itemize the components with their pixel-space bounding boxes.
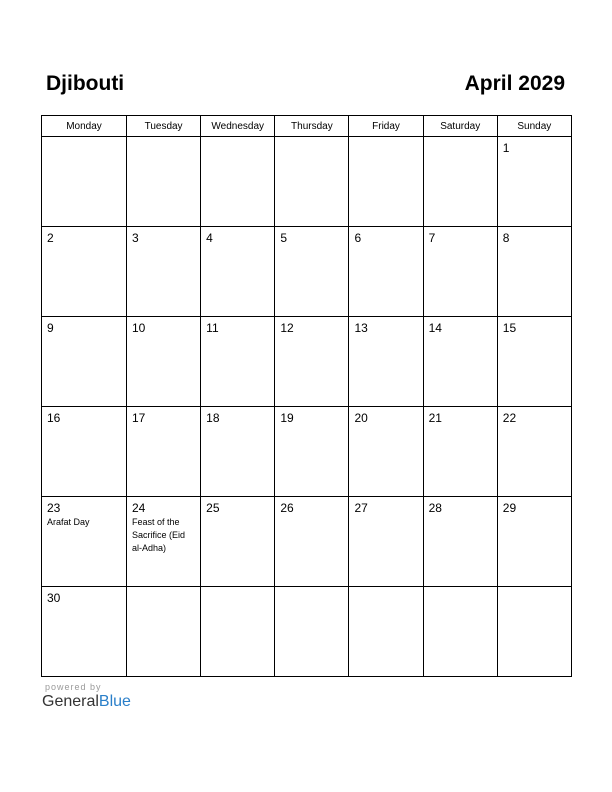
calendar-day-cell [127,137,201,227]
calendar-day-cell [423,317,497,407]
day-number: 27 [354,501,368,515]
weekday-sunday: Sunday [497,116,571,137]
day-number: 5 [280,231,287,245]
day-number: 28 [428,501,442,515]
day-number: 29 [502,501,517,515]
holiday-label: Arafat Day [47,517,90,527]
brand-blue: Blue [98,693,131,710]
day-number: 15 [502,321,517,335]
calendar-week-row [42,317,572,407]
calendar-day-cell [497,587,571,677]
calendar-day-cell [127,587,201,677]
day-number: 3 [132,231,139,245]
calendar-day-cell [201,317,275,407]
calendar-day-cell [423,407,497,497]
month-year-title: April 2029 [464,72,565,95]
calendar-day-cell [127,317,201,407]
calendar-day-cell [42,137,127,227]
day-number: 6 [354,231,362,245]
calendar-day-cell [201,407,275,497]
calendar-day-cell [497,317,571,407]
calendar-day-cell [201,497,275,587]
calendar-day-cell [275,497,349,587]
calendar-day-cell [497,407,571,497]
calendar-day-cell [201,227,275,317]
country-title: Djibouti [46,72,125,95]
day-number: 23 [47,501,61,515]
day-number: 8 [502,231,510,245]
calendar-day-cell [423,497,497,587]
weekday-header-row [42,116,572,137]
calendar-day-cell [127,497,201,587]
day-number: 9 [47,321,54,335]
calendar-day-cell [349,227,423,317]
calendar-day-cell [423,587,497,677]
day-number: 25 [206,501,220,515]
weekday-thursday: Thursday [275,116,349,137]
day-number: 11 [206,321,219,335]
calendar-day-cell [275,407,349,497]
calendar-day-cell [275,227,349,317]
day-number: 19 [280,411,294,425]
calendar-week-row [42,227,572,317]
generalblue-logo [42,693,131,711]
day-number: 4 [206,231,213,245]
calendar-day-cell [497,137,571,227]
day-number: 2 [47,231,54,245]
calendar-day-cell [349,317,423,407]
weekday-tuesday: Tuesday [127,116,201,137]
calendar-day-cell [127,227,201,317]
calendar-day-cell [275,137,349,227]
powered-by-text: powered by [45,682,102,692]
weekday-wednesday: Wednesday [201,116,275,137]
day-number: 30 [47,591,61,605]
calendar-week-row [42,497,572,587]
day-number: 18 [206,411,220,425]
weekday-friday: Friday [349,116,423,137]
calendar-day-cell [497,227,571,317]
calendar-day-cell [349,587,423,677]
calendar-day-cell [201,587,275,677]
day-number: 17 [132,411,146,425]
holiday-label: Feast of the Sacrifice (Eid al-Adha) [132,517,186,553]
calendar-week-row [42,407,572,497]
day-number: 21 [428,411,442,425]
calendar-day-cell [42,587,127,677]
brand-general: General [42,693,99,710]
calendar-day-cell [42,497,127,587]
calendar-grid [41,115,572,677]
calendar-day-cell [42,407,127,497]
day-number: 26 [280,501,294,515]
calendar-day-cell [127,407,201,497]
day-number: 16 [47,411,61,425]
calendar-day-cell [275,587,349,677]
calendar-week-row [42,137,572,227]
calendar-day-cell [497,497,571,587]
calendar-day-cell [201,137,275,227]
day-number: 24 [132,501,146,515]
day-number: 20 [354,411,368,425]
day-number: 1 [502,141,510,155]
calendar-day-cell [42,227,127,317]
day-number: 22 [502,411,517,425]
calendar-day-cell [423,227,497,317]
calendar-day-cell [423,137,497,227]
calendar-day-cell [42,317,127,407]
calendar-day-cell [349,407,423,497]
day-number: 10 [132,321,146,335]
weekday-monday: Monday [42,116,127,137]
day-number: 12 [280,321,294,335]
calendar-day-cell [275,317,349,407]
weekday-saturday: Saturday [423,116,497,137]
day-number: 14 [428,321,442,335]
day-number: 7 [428,231,436,245]
calendar-day-cell [349,137,423,227]
day-number: 13 [354,321,368,335]
calendar-week-row [42,587,572,677]
calendar-day-cell [349,497,423,587]
